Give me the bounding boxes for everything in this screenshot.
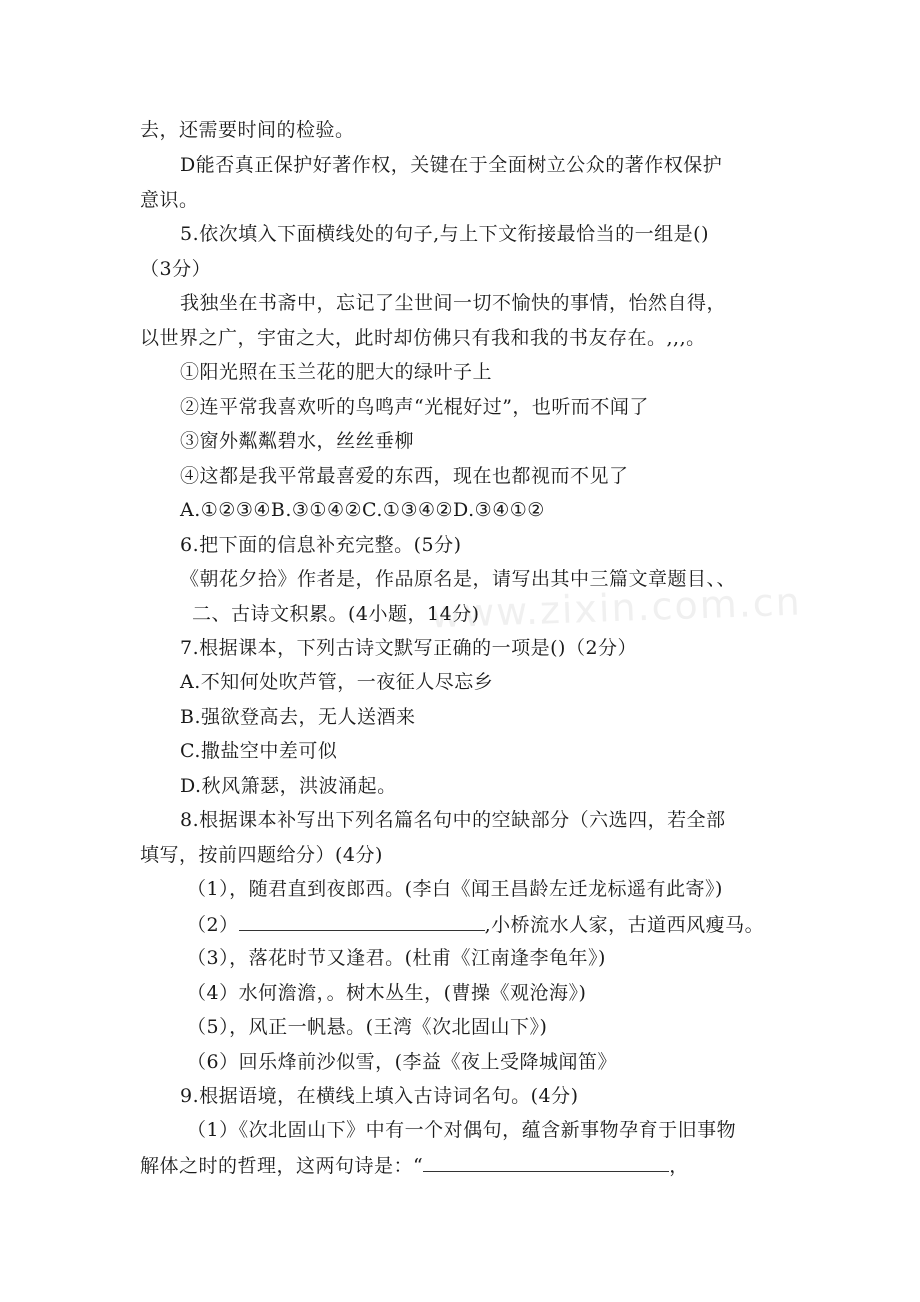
fill-item-2-suffix: ,小桥流水人家，古道西风瘦马。 — [484, 914, 765, 936]
section-heading: 二、古诗文积累。(4小题，14分) — [192, 603, 480, 625]
question-7-option-c: C.撒盐空中差可似 — [180, 740, 338, 762]
fill-item-2 — [187, 912, 764, 937]
fill-item-3: （3），落花时节又逢君。(杜甫《江南逢李龟年》) — [187, 947, 606, 969]
question-8: 8.根据课本补写出下列名篇名句中的空缺部分（六选四，若全部 — [180, 809, 726, 831]
question-7-option-d: D.秋风箫瑟，洪波涌起。 — [180, 775, 397, 797]
question-9-suffix: ， — [669, 1155, 689, 1177]
answer-choices: A.①②③④B.③①④②C.①③④②D.③④①② — [180, 499, 545, 521]
question-7-option-b: B.强欲登高去，无人送酒来 — [180, 706, 416, 728]
fill-item-6: （6）回乐烽前沙似雪，(李益《夜上受降城闻笛》 — [187, 1051, 618, 1073]
question-5-points: （3分） — [140, 258, 212, 280]
sentence-option-2: ②连平常我喜欢听的鸟鸣声“光棍好过”，也听而不闻了 — [180, 396, 649, 418]
sentence-option-4: ④这都是我平常最喜爱的东西，现在也都视而不见了 — [180, 465, 629, 487]
watermark: www.zixin.com.cn — [429, 579, 803, 637]
question-9: 9.根据语境，在横线上填入古诗词名句。(4分) — [180, 1085, 579, 1107]
fill-item-2-prefix: （2） — [187, 914, 239, 936]
answer-blank[interactable] — [423, 1153, 669, 1172]
question-9-prefix: 解体之时的哲理，这两句诗是：“ — [140, 1155, 424, 1177]
passage-line: 我独坐在书斋中，忘记了尘世间一切不愉快的事情，怡然自得， — [180, 292, 727, 314]
question-7: 7.根据课本，下列古诗文默写正确的一项是()（2分） — [180, 637, 638, 659]
passage-line: 以世界之广，宇宙之大，此时却仿佛只有我和我的书友存在。,,,。 — [140, 327, 706, 349]
question-6-text: 《朝花夕拾》作者是，作品原名是，请写出其中三篇文章题目、、 — [180, 568, 737, 590]
answer-blank[interactable] — [239, 912, 485, 931]
option-d-line: D能否真正保护好著作权，关键在于全面树立公众的著作权保护 — [180, 154, 723, 176]
fill-item-4: （4）水何澹澹，。树木丛生，(曹操《观沧海》) — [187, 982, 587, 1004]
question-5: 5.依次填入下面横线处的句子,与上下文衔接最恰当的一组是() — [180, 223, 709, 245]
fill-item-1: （1），随君直到夜郎西。(李白《闻王昌龄左迁龙标遥有此寄》) — [187, 878, 723, 900]
fill-item-5: （5），风正一帆悬。(王湾《次北固山下》) — [187, 1016, 548, 1038]
sentence-option-1: ①阳光照在玉兰花的肥大的绿叶子上 — [180, 361, 493, 383]
question-8-continued: 填写，按前四题给分）(4分) — [140, 844, 383, 866]
text-line: 去，还需要时间的检验。 — [140, 119, 355, 141]
question-7-option-a: A.不知何处吹芦管，一夜征人尽忘乡 — [180, 671, 494, 693]
question-9-item-1: （1）《次北固山下》中有一个对偶句，蕴含新事物孕育于旧事物 — [187, 1119, 737, 1141]
question-6: 6.把下面的信息补充完整。(5分) — [180, 534, 462, 556]
sentence-option-3: ③窗外粼粼碧水，丝丝垂柳 — [180, 430, 415, 452]
question-9-item-1-continued — [140, 1153, 689, 1178]
text-line: 意识。 — [140, 189, 199, 211]
